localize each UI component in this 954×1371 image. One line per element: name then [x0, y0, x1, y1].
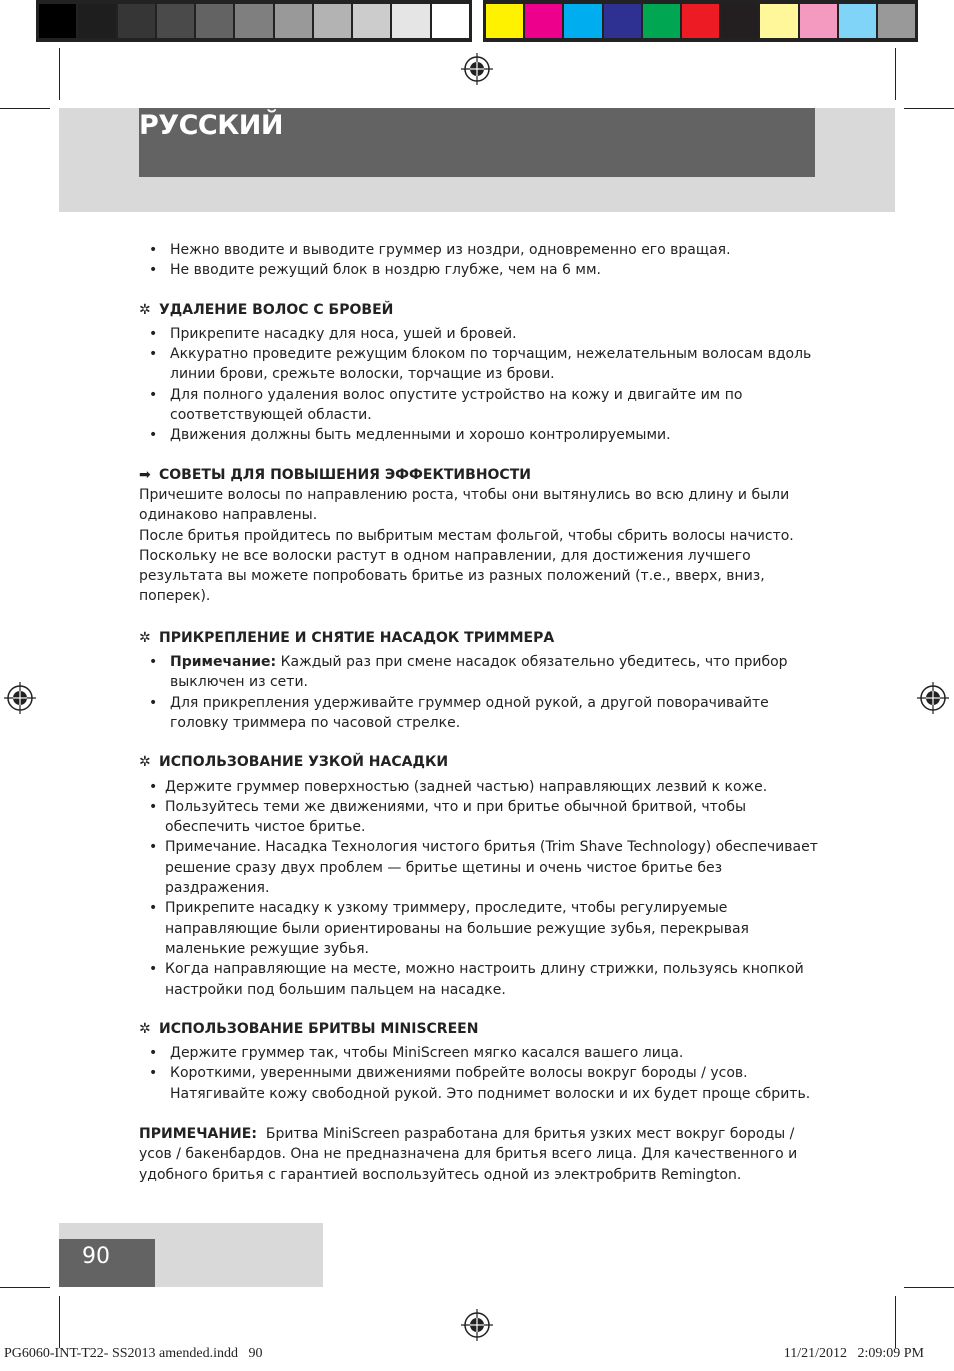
crop-mark	[0, 108, 50, 109]
color-swatch	[432, 4, 469, 38]
color-swatch	[275, 4, 312, 38]
color-swatch	[118, 4, 155, 38]
color-swatch	[721, 4, 758, 38]
list-item: • Для прикрепления удерживайте груммер одной рукой, а другой поворачивайте головку триммера по часовой стрелке.	[139, 693, 819, 734]
list-item: • Короткими, уверенными движениями побрейте волосы вокруг бороды / усов. Натягивайте кожу свободной рукой. Это поднимет волоски и их будет проще сбрить.	[139, 1063, 819, 1104]
intro-bullet-list	[139, 240, 819, 281]
note-text: Бритва MiniScreen разработана для бритья узких мест вокруг бороды / усов / бакенбардов. Она не предназначена для бритья всего лица. Для качественного и удобного бритья с гарантией воспользуйтесь одной из электробритв Remington.	[139, 1125, 802, 1183]
registration-mark-icon	[917, 682, 949, 714]
registration-mark-icon	[4, 682, 36, 714]
sun-icon: ✲	[139, 754, 151, 771]
section-title: ПРИКРЕПЛЕНИЕ И СНЯТИЕ НАСАДОК ТРИММЕРА	[159, 629, 555, 646]
list-item: • Прикрепите насадку к узкому триммеру, проследите, чтобы регулируемые направляющие были ориентированы на большие режущие зубья, перекрывая маленькие режущие зубья.	[139, 898, 819, 959]
list-item: • Аккуратно проведите режущим блоком по торчащим, нежелательным волосам вдоль линии брови, срежьте волоски, торчащие из брови.	[139, 344, 819, 385]
slug-filename: PG6060-INT-T22- SS2013 amended.indd 90	[4, 1346, 263, 1361]
color-swatch	[78, 4, 115, 38]
crop-mark	[59, 1296, 60, 1348]
note-label: Примечание:	[170, 654, 277, 671]
list-item: • Для полного удаления волос опустите устройство на кожу и двигайте им по соответствующей области.	[139, 385, 819, 426]
list-item: • Когда направляющие на месте, можно настроить длину стрижки, пользуясь кнопкой настройки под большим пальцем на насадке.	[139, 959, 819, 1000]
sun-icon: ✲	[139, 629, 151, 646]
crop-mark	[904, 108, 954, 109]
list-item: • Примечание. Насадка Технология чистого бритья (Trim Shave Technology) обеспечивает решение сразу двух проблем — бритье щетины и очень чистое бритье без раздражения.	[139, 837, 819, 898]
list-item: • Прикрепите насадку для носа, ушей и бровей.	[139, 324, 819, 344]
color-swatch	[157, 4, 194, 38]
registration-mark-icon	[461, 1309, 493, 1341]
color-swatch	[604, 4, 641, 38]
paragraph: Причешите волосы по направлению роста, чтобы они вытянулись во всю длину и были одинаково направлены.	[139, 486, 790, 524]
color-swatch	[486, 4, 523, 38]
section-title: СОВЕТЫ ДЛЯ ПОВЫШЕНИЯ ЭФФЕКТИВНОСТИ	[159, 466, 531, 483]
page-title: PУCCКИЙ	[139, 110, 283, 141]
section-heading-tips	[139, 465, 819, 485]
color-swatch	[839, 4, 876, 38]
miniscreen-bullet-list	[139, 1043, 819, 1104]
note-label: ПРИМЕЧАНИЕ:	[139, 1125, 257, 1142]
color-swatch	[878, 4, 915, 38]
color-swatch	[196, 4, 233, 38]
final-note	[139, 1124, 819, 1185]
grayscale-color-bar	[36, 0, 472, 42]
section-heading-narrow	[139, 752, 819, 772]
page-number: 90	[82, 1244, 110, 1269]
list-item: • Не вводите режущий блок в ноздрю глубже, чем на 6 мм.	[139, 260, 819, 280]
list-item: • Нежно вводите и выводите груммер из ноздри, одновременно его вращая.	[139, 240, 819, 260]
crop-mark	[895, 1296, 896, 1348]
list-item: • Держите груммер так, чтобы MiniScreen мягко касался вашего лица.	[139, 1043, 819, 1063]
section-heading-brows	[139, 300, 819, 320]
sun-icon: ✲	[139, 301, 151, 318]
list-item: • Движения должны быть медленными и хорошо контролируемыми.	[139, 425, 819, 445]
color-swatch	[564, 4, 601, 38]
color-swatch	[682, 4, 719, 38]
color-swatch	[392, 4, 429, 38]
brows-bullet-list	[139, 324, 819, 446]
crop-mark	[0, 1287, 50, 1288]
crop-mark	[895, 48, 896, 100]
color-swatch	[800, 4, 837, 38]
color-swatch	[235, 4, 272, 38]
color-swatch	[643, 4, 680, 38]
section-title: ИСПОЛЬЗОВАНИЕ УЗКОЙ НАСАДКИ	[159, 754, 449, 771]
color-swatch	[525, 4, 562, 38]
color-swatch	[314, 4, 351, 38]
color-swatch	[760, 4, 797, 38]
registration-mark-icon	[461, 53, 493, 85]
process-color-bar	[483, 0, 918, 42]
sun-icon: ✲	[139, 1020, 151, 1037]
list-item: • Пользуйтесь теми же движениями, что и при бритье обычной бритвой, чтобы обеспечить чистое бритье.	[139, 797, 819, 838]
color-swatch	[353, 4, 390, 38]
crop-mark	[59, 48, 60, 100]
note-text: Каждый раз при смене насадок обязательно убедитесь, что прибор выключен из сети.	[170, 654, 788, 691]
color-swatch	[39, 4, 76, 38]
section-heading-attach	[139, 628, 819, 648]
list-item	[139, 652, 819, 693]
attach-bullet-list	[139, 652, 819, 733]
crop-mark	[904, 1287, 954, 1288]
section-heading-miniscreen	[139, 1019, 819, 1039]
arrow-right-icon: ➡	[139, 466, 151, 483]
section-title: ИСПОЛЬЗОВАНИЕ БРИТВЫ MINISCREEN	[159, 1020, 479, 1037]
list-item: • Держите груммер поверхностью (задней частью) направляющих лезвий к коже.	[139, 777, 819, 797]
slug-timestamp: 11/21/2012 2:09:09 PM	[783, 1346, 924, 1361]
narrow-bullet-list	[139, 777, 819, 1000]
section-title: УДАЛЕНИЕ ВОЛОС С БРОВЕЙ	[159, 301, 394, 318]
main-content	[139, 240, 819, 1185]
paragraph: После бритья пройдитесь по выбритым местам фольгой, чтобы сбрить волосы начисто. Поскольку не все волоски растут в одном направлении, для достижения лучшего результата вы можете попробовать бритье из разных положений (т.е., вверх, вниз, поперек).	[139, 527, 794, 605]
